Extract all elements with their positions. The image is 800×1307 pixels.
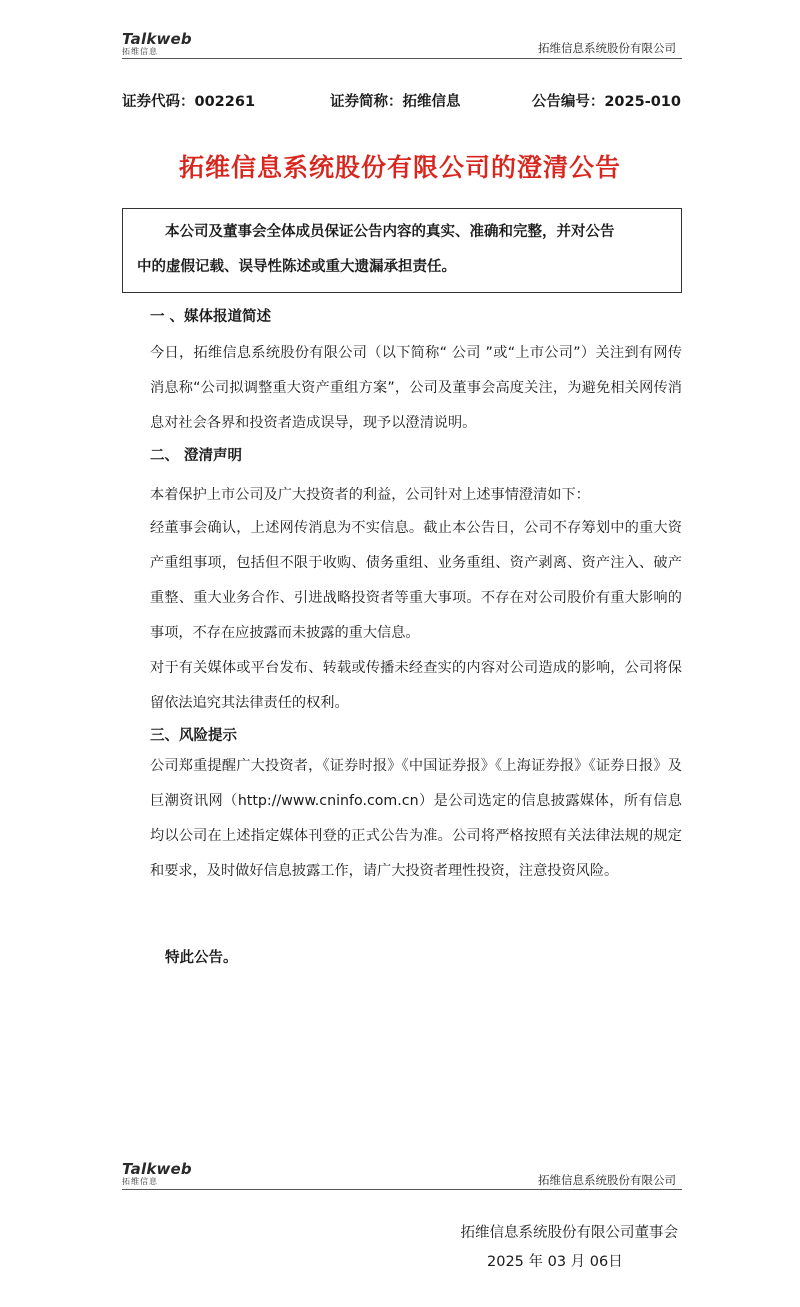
section-2-intro: 本着保护上市公司及广大投资者的利益，公司针对上述事情澄清如下： xyxy=(150,487,590,503)
closing-statement: 特此公告。 xyxy=(165,950,238,966)
notice-number: 公告编号：2025-010 xyxy=(531,94,681,110)
logo-subtitle: 拓维信息 xyxy=(122,47,158,56)
header-divider xyxy=(122,58,682,59)
stock-short-name: 证券简称：拓维信息 xyxy=(330,94,461,110)
header-company-name: 拓维信息系统股份有限公司 xyxy=(538,41,676,55)
footer-company-name: 拓维信息系统股份有限公司 xyxy=(538,1173,676,1187)
footer-divider xyxy=(122,1189,682,1190)
section-2-paragraph-2: 对于有关媒体或平台发布、转载或传播未经查实的内容对公司造成的影响，公司将保留依法追究其法律责任的权利。 xyxy=(150,660,682,711)
section-2-title: 二、 澄清声明 xyxy=(150,448,243,464)
section-3-paragraph: 公司郑重提醒广大投资者，《证券时报》《中国证券报》《上海证券报》《证券日报》及巨潮资讯网（http://www.cninfo.com.cn）是公司选定的信息披露媒体，所有信息均以公司在上述指定媒体刊登的正式公告为准。公司将严格按照有关法律法规的规定和要求，及时做好信息披露工作，请广大投资者理性投资，注意投资风险。 xyxy=(150,758,682,879)
signature-date: 2025 年 03 月 06日 xyxy=(487,1254,623,1270)
board-signature: 拓维信息系统股份有限公司董事会 xyxy=(460,1225,678,1241)
header-logo xyxy=(122,32,192,56)
disclaimer-line-2: 中的虚假记载、误导性陈述或重大遗漏承担责任。 xyxy=(137,259,456,275)
stock-code: 证券代码：002261 xyxy=(122,94,256,110)
section-3-title: 三、风险提示 xyxy=(150,728,237,744)
disclaimer-line-1: 本公司及董事会全体成员保证公告内容的真实、准确和完整，并对公告 xyxy=(165,224,615,240)
footer-logo-subtitle: 拓维信息 xyxy=(122,1177,158,1186)
section-1-title: 一 、媒体报道简述 xyxy=(150,309,272,325)
logo-wordmark: Talkweb xyxy=(122,30,192,48)
footer-logo-wordmark: Talkweb xyxy=(122,1160,192,1178)
section-1-paragraph: 今日，拓维信息系统股份有限公司（以下简称“ 公司 ”或“上市公司”）关注到有网传消息称“公司拟调整重大资产重组方案”，公司及董事会高度关注，为避免相关网传消息对社会各界和投资者造成误导，现予以澄清说明。 xyxy=(150,345,682,431)
footer-logo xyxy=(122,1162,192,1186)
section-2-paragraph-1: 经董事会确认，上述网传消息为不实信息。截止本公告日，公司不存筹划中的重大资产重组事项，包括但不限于收购、债务重组、业务重组、资产剥离、资产注入、破产重整、重大业务合作、引进战略投资者等重大事项。不存在对公司股价有重大影响的事项，不存在应披露而未披露的重大信息。 xyxy=(150,520,682,641)
disclaimer-box xyxy=(122,208,682,293)
page-title: 拓维信息系统股份有限公司的澄清公告 xyxy=(178,153,621,182)
